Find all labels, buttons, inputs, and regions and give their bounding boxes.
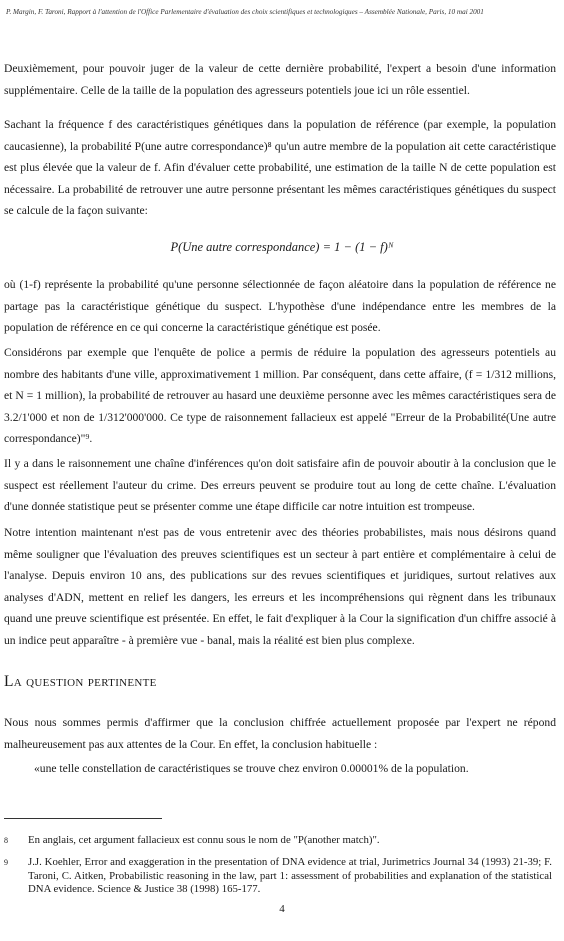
paragraph-6: Notre intention maintenant n'est pas de vous entretenir avec des théories probabilistes, mais nous désirons quand même souligner que l'évaluation des preuves scientifiques est un secteur à part entière et complémentaire à celui de l'analyse. Depuis environ 10 ans, des publications sur des revues scientifiques et juridiques, surtout relatives aux analyses d'ADN, mettent en relief les dangers, les erreurs et les incompréhensions qui règnent dans les tribunaux quand une preuve scientifique est présentée. En effet, le fait d'expliquer à la Cour la signification d'un chiffre associé à un indice peut apparaître - à première vue - banal, mais la réalité est bien plus complexe. (4, 526, 556, 647)
footnote-1 (4, 834, 556, 848)
footnote-2-mark: 9 (4, 858, 8, 867)
block-quote: «une telle constellation de caractéristiques se trouve chez environ 0.00001% de la population. (34, 762, 469, 775)
section-title: La question pertinente (4, 673, 157, 690)
running-header: P. Margin, F. Taroni, Rapport à l'attention de l'Office Parlementaire d'évaluation des choix scientifiques et technologiques – Assemblée Nationale, Paris, 10 mai 2001 (6, 8, 484, 16)
footnote-2 (4, 856, 556, 897)
footnote-separator (4, 818, 162, 819)
footnote-1-text: En anglais, cet argument fallacieux est connu sous le nom de "P(another match)". (28, 834, 380, 846)
probability-formula: P(Une autre correspondance) = 1 − (1 − f)ᴺ (170, 240, 394, 254)
paragraph-5: Il y a dans le raisonnement une chaîne d'inférences qu'on doit satisfaire afin de pouvoir aboutir à la conclusion que le suspect est réellement l'auteur du crime. Des erreurs peuvent se produire tout au long de cette chaîne. L'évaluation d'une donnée statistique peut se présenter comme une étape difficile car notre intuition est trompeuse. (4, 457, 556, 514)
footnote-2-text: J.J. Koehler, Error and exaggeration in the presentation of DNA evidence at trial, Jurimetrics Journal 34 (1993) 21-39; F. Taroni, C. Aitken, Probabilistic reasoning in the law, part 1: assessment of probabilities and explanation of the statistical DNA evidence. Science & Justice 38 (1998) 165-177. (28, 856, 552, 895)
page-number: 4 (279, 903, 285, 915)
paragraph-7: Nous nous sommes permis d'affirmer que la conclusion chiffrée actuellement proposée par l'expert ne répond malheureusement pas aux attentes de la Cour. En effet, la conclusion habituelle : (4, 716, 556, 751)
paragraph-1: Deuxièmement, pour pouvoir juger de la valeur de cette dernière probabilité, l'expert a besoin d'une information supplémentaire. Celle de la taille de la population des agresseurs potentiels joue ici un rôle essentiel. (4, 62, 556, 97)
paragraph-4: Considérons par exemple que l'enquête de police a permis de réduire la population des agresseurs potentiels au nombre des habitants d'une ville, approximativement 1 million. Par conséquent, dans cette affaire, (f = 1/312 millions, et N = 1 million), la probabilité de retrouver au hasard une deuxième personne avec les mêmes caractéristiques sera de 3.2/1'000 et non de 1/312'000'000. Ce type de raisonnement fallacieux est appelé "Erreur de la Probabilité(Une autre correspondance)"⁹. (4, 346, 556, 446)
footnote-1-mark: 8 (4, 836, 8, 845)
paragraph-3: où (1-f) représente la probabilité qu'une personne sélectionnée de façon aléatoire dans la population de référence ne partage pas la caractéristique génétique du suspect. L'hypothèse d'une indépendance entre les membres de la population de référence en ce qui concerne la caractéristique génétique est posée. (4, 278, 556, 335)
paragraph-2: Sachant la fréquence f des caractéristiques génétiques dans la population de référence (par exemple, la population caucasienne), la probabilité P(une autre correspondance)⁸ qu'un autre membre de la population ait cette caractéristique est plus élevée que la valeur de f. Afin d'évaluer cette probabilité, une estimation de la taille N de cette population est nécessaire. La probabilité de retrouver une autre personne présentant les mêmes caractéristiques génétiques du suspect se calcule de la façon suivante: (4, 118, 556, 218)
